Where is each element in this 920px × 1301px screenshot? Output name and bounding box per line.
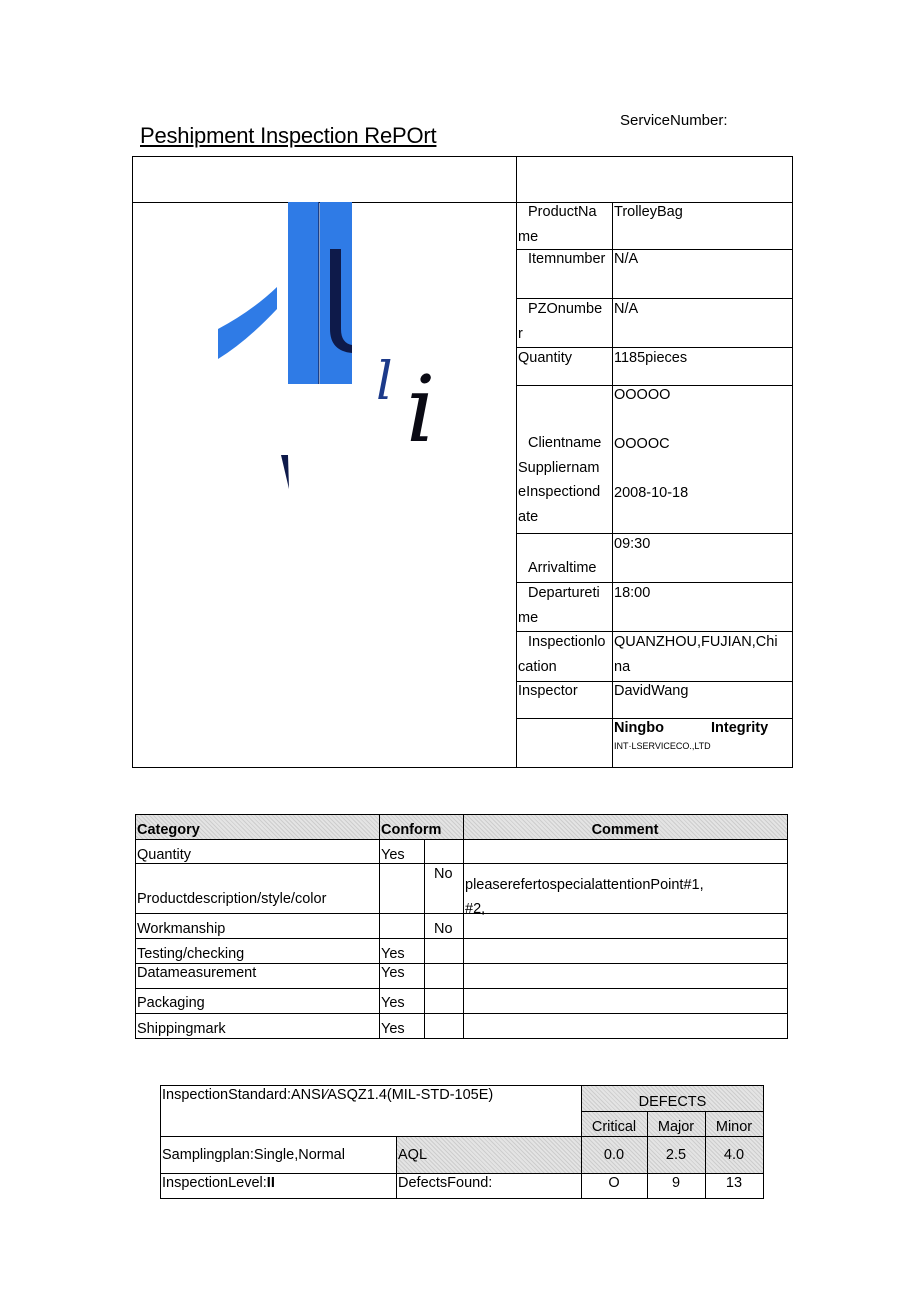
value-arrival-time: 09:30 xyxy=(614,536,651,552)
col-minor: Minor xyxy=(715,1119,753,1135)
inspection-level-label: InspectionLevel: xyxy=(162,1175,267,1191)
sampling-plan: Samplingplan:Single,Normal xyxy=(162,1147,345,1163)
svg-text:l: l xyxy=(376,352,393,412)
company-subtitle: INT·LSERVICECO.,LTD xyxy=(614,741,711,751)
row-category: Productdescription/style/color xyxy=(137,891,327,907)
page-title: Peshipment Inspection RePOrt xyxy=(140,123,437,148)
aql-major: 2.5 xyxy=(665,1147,687,1163)
row-yes: Yes xyxy=(381,847,405,863)
company-name-right: Integrity xyxy=(711,720,769,736)
row-category: Quantity xyxy=(137,847,191,863)
defects-table xyxy=(160,1085,764,1199)
label-arrival-time: Arrivaltime xyxy=(528,560,597,576)
company-name-left: Ningbo xyxy=(614,720,664,736)
row-category: Shippingmark xyxy=(137,1021,226,1037)
row-category: Workmanship xyxy=(137,921,226,937)
label-pzo-number: PZOnumbe r xyxy=(518,301,603,342)
row-yes: Yes xyxy=(381,946,405,962)
inspection-level xyxy=(162,1175,275,1191)
row-category: Datameasurement xyxy=(137,965,257,981)
defects-found-label: DefectsFound: xyxy=(398,1175,493,1191)
value-departure-time: 18:00 xyxy=(614,585,651,601)
header-comment: Comment xyxy=(591,822,659,838)
divider xyxy=(612,202,613,768)
found-major: 9 xyxy=(671,1175,681,1191)
row-category: Testing/checking xyxy=(137,946,245,962)
header-category: Category xyxy=(137,822,200,838)
aql-label: AQL xyxy=(398,1147,428,1163)
inspection-standard: InspectionStandard:ANSI⁄ASQZ1.4(MIL-STD-105E) xyxy=(162,1087,494,1103)
row-category: Packaging xyxy=(137,995,205,1011)
label-inspection-location: Inspectionlo cation xyxy=(518,634,606,675)
value-product-name: TrolleyBag xyxy=(614,204,683,220)
defects-header: DEFECTS xyxy=(638,1094,707,1110)
row-no: No xyxy=(434,921,453,937)
label-quantity: Quantity xyxy=(518,350,572,366)
value-inspection-location: QUANZHOU,FUJIAN,Chi na xyxy=(614,634,778,675)
value-quantity: 1185pieces xyxy=(614,350,688,366)
row-yes: Yes xyxy=(381,1021,405,1037)
category-table xyxy=(135,814,788,1039)
header-conform: Conform xyxy=(381,822,442,838)
value-pzo-number: N/A xyxy=(614,301,639,317)
svg-text:i: i xyxy=(406,356,436,463)
label-departure-time: Departureti me xyxy=(518,585,600,626)
label-client-supplier-date: Clientname Suppliernam eInspectiond ate xyxy=(518,435,602,525)
found-minor: 13 xyxy=(725,1175,743,1191)
col-major: Major xyxy=(657,1119,695,1135)
label-product-name: ProductNa me xyxy=(518,204,597,245)
row-yes: Yes xyxy=(381,995,405,1011)
service-number-label: ServiceNumber: xyxy=(620,112,728,129)
aql-minor: 4.0 xyxy=(723,1147,745,1163)
inspection-level-value: II xyxy=(266,1175,275,1191)
aql-critical: 0.0 xyxy=(603,1147,625,1163)
value-inspector: DavidWang xyxy=(614,683,689,699)
value-item-number: N/A xyxy=(614,251,639,267)
row-no: No xyxy=(434,866,453,882)
row-yes: Yes xyxy=(381,965,405,981)
value-client-supplier-date: OOOOO OOOOC 2008-10-18 xyxy=(614,387,689,501)
found-critical: O xyxy=(608,1175,620,1191)
company-logo xyxy=(132,201,516,521)
col-critical: Critical xyxy=(591,1119,637,1135)
label-inspector: Inspector xyxy=(518,683,578,699)
row-comment: pleaserefertospecialattentionPoint#1, #2, xyxy=(465,877,704,917)
label-item-number: Itemnumber xyxy=(528,251,606,267)
